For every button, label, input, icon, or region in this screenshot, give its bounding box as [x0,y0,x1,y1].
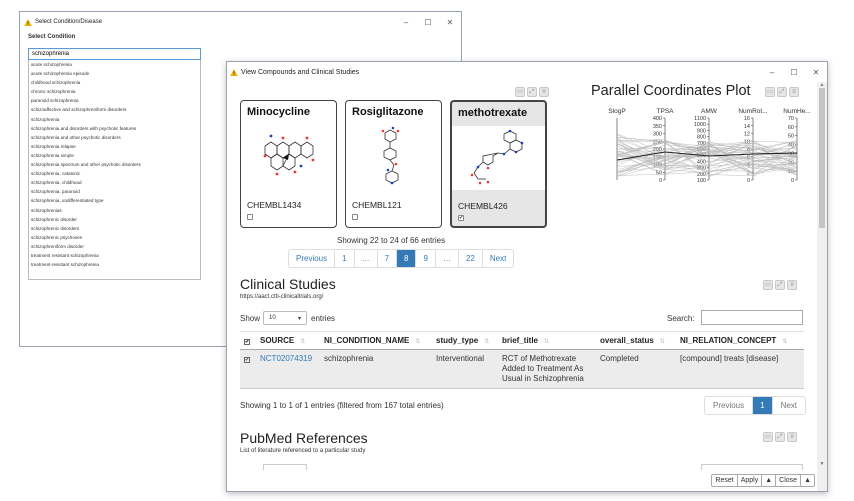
pager-ellipsis: … [435,250,458,267]
tick-label: 150 [652,154,662,161]
table-search-input[interactable] [701,310,803,325]
compounds-pagination [288,249,514,268]
tick-label: 60 [787,124,794,131]
condition-option[interactable]: schizoaffective and schizophreniform disorders [31,107,127,113]
axis-label: AMW [701,108,717,115]
tick-label: 10 [743,139,750,146]
table-cell: [compound] treats [disease] [676,350,804,389]
apply-button[interactable]: Apply [737,475,762,486]
column-header-label: overall_status [600,336,654,345]
pubmed-title: PubMed References [240,430,368,446]
warning-icon [230,69,238,76]
scroll-down-icon[interactable]: ▼ [819,461,825,467]
axis-label: TPSA [656,108,674,115]
tick-label: 800 [696,134,706,141]
tick-label: 700 [696,140,706,147]
condition-option[interactable]: treatment-resistant schizophrenia [31,262,99,268]
minimize-button[interactable]: – [769,67,775,77]
condition-option[interactable]: schizophrenia, catatonic [31,171,81,177]
compound-checkbox[interactable]: ✔ [459,215,464,221]
clinical-studies-title: Clinical Studies [240,276,336,292]
tick-label: 200 [696,171,706,178]
compound-checkbox[interactable] [247,214,253,220]
tick-label: 30 [787,151,794,158]
tick-label: 50 [787,133,794,140]
column-header[interactable] [676,332,804,350]
tick-label: 300 [696,165,706,172]
sort-icon[interactable]: ⇅ [415,339,421,345]
tick-label: 200 [652,147,662,153]
condition-option[interactable]: schizophrenia, undifferentiated type [31,198,104,204]
tick-label: 350 [652,123,662,130]
pager-next[interactable]: Next [482,250,513,267]
condition-option[interactable]: schizophrenia and other psychotic disorders [31,134,121,140]
tick-label: 0 [658,178,662,184]
pager-ellipsis: … [354,250,377,267]
row-checkbox[interactable]: ✔ [245,357,250,363]
tick-label: 70 [787,116,794,122]
table-cell: RCT of Methotrexate Added to Treatment As Usual in Schizophrenia [498,350,596,389]
tick-label: 14 [743,123,750,130]
compound-name: methotrexate [458,107,528,119]
sort-icon[interactable]: ⇅ [484,339,490,345]
row-checkbox-cell[interactable] [240,350,256,389]
window1-title: Select Condition/Disease [35,19,103,25]
pager-page[interactable]: 7 [377,250,396,267]
tick-label: 500 [696,153,706,160]
column-header-label: study_type [436,336,479,345]
column-header[interactable] [596,332,676,350]
tick-label: 12 [743,131,750,138]
tick-label: 8 [746,147,750,153]
minimize-panel-icon[interactable]: ▭ [763,280,773,290]
tick-label: 400 [696,159,706,166]
condition-option[interactable]: acute schizophrenia [31,62,72,67]
compounds-panel-controls [515,87,549,97]
tick-label: 1100 [694,116,706,122]
entries-label: entries [311,314,336,323]
window2-titlebar [227,62,827,82]
window-scrollbar[interactable] [817,82,827,492]
compound-card[interactable] [240,100,337,228]
compound-chembl-id: CHEMBL1434 [247,200,302,210]
tick-label: 400 [652,116,662,122]
pubmed-entries-select[interactable] [263,464,307,470]
condition-option[interactable]: schizophrenic psychoses [31,234,83,240]
minimize-panel-icon[interactable]: ▭ [763,432,773,442]
column-header-label: SOURCE [260,336,295,345]
compound-checkbox[interactable] [352,214,358,220]
tick-label: 100 [652,162,662,169]
tick-label: 2 [746,170,750,177]
condition-option[interactable]: schizophrenia spectrum and other psychotic disorders [31,162,141,168]
clinical-studies-table [240,331,804,389]
sort-icon[interactable]: ⇅ [782,339,788,345]
condition-option[interactable]: schizophrenia and disorders with psychotic features [31,125,137,131]
sort-icon[interactable]: ⇅ [659,339,665,345]
tick-label: 6 [746,154,750,161]
tick-label: 900 [696,128,706,135]
expand-panel-icon[interactable]: ⤢ [775,432,785,442]
show-label: Show [240,314,261,323]
molecule-structure-icon [255,126,321,188]
condition-dropdown-list[interactable] [28,60,201,280]
condition-option[interactable]: schizophrenias [31,207,62,213]
table-cell: schizophrenia [320,350,432,389]
compound-name: Minocycline [247,106,310,118]
axis-label: SlogP [608,108,626,115]
menu-panel-icon[interactable]: ≡ [787,280,797,290]
table-entries-info: Showing 1 to 1 of 1 entries (filtered from 167 total entries) [240,401,444,410]
entries-select[interactable] [263,311,307,325]
parallel-coordinates-plot[interactable] [593,106,815,190]
expand-panel-icon[interactable]: ⤢ [775,280,785,290]
condition-option[interactable]: childhood schizophrenia [31,80,81,86]
menu-panel-icon[interactable]: ≡ [789,87,799,97]
close-dropdown-icon[interactable]: ▲ [800,475,814,486]
expand-panel-icon[interactable]: ⤢ [527,87,537,97]
condition-option[interactable]: schizophreniform disorder [31,243,84,249]
apply-dropdown-icon[interactable]: ▲ [761,475,775,486]
table-cell: Interventional [432,350,498,389]
minimize-button[interactable]: – [403,17,409,27]
compound-card[interactable] [345,100,442,228]
tick-label: 50 [655,170,662,177]
sort-icon[interactable]: ⇅ [300,339,306,345]
menu-panel-icon[interactable]: ≡ [539,87,549,97]
clinical-panel-controls [763,280,797,290]
table-row[interactable] [240,350,804,389]
maximize-button[interactable]: ☐ [424,17,432,27]
close-button[interactable]: Close [775,475,800,486]
chevron-down-icon: ▾ [297,316,301,322]
sort-icon[interactable]: ⇅ [544,339,550,345]
table-cell[interactable] [256,350,320,389]
select-all-header[interactable] [240,332,256,350]
column-header-label: brief_title [502,336,539,345]
molecule-structure-icon [360,126,426,188]
pager-previous[interactable]: Previous [713,401,745,410]
column-header-label: NI_CONDITION_NAME [324,336,410,345]
pubmed-search-input[interactable] [701,464,803,470]
pager-page-active[interactable]: 1 [752,397,771,414]
tick-label: 0 [790,178,794,184]
scroll-up-icon[interactable]: ▲ [819,82,825,88]
tick-label: 250 [652,139,662,146]
condition-option[interactable]: schizophrenia, paranoid [31,189,80,195]
window2-title: View Compounds and Clinical Studies [241,68,360,76]
reset-button[interactable]: Reset [715,477,734,484]
menu-panel-icon[interactable]: ≡ [787,432,797,442]
select-all-checkbox[interactable]: ✔ [245,339,250,345]
pubmed-panel-controls [763,432,797,442]
axis-label: NumRot... [738,108,768,115]
maximize-button[interactable]: ☐ [790,67,798,77]
minimize-panel-icon[interactable]: ▭ [515,87,525,97]
parallel-panel-controls [765,87,799,97]
pager-page-active[interactable]: 8 [396,250,415,267]
condition-option[interactable]: acute schizophrenia episode [31,71,90,77]
column-header[interactable] [256,332,320,350]
parallel-coordinates-title: Parallel Coordinates Plot [591,83,751,99]
tick-label: 0 [746,178,750,184]
tick-label: 1000 [693,122,706,129]
table-cell: Completed [596,350,676,389]
compound-chembl-id: CHEMBL426 [458,201,508,211]
condition-option[interactable]: schizophrenia [31,116,60,122]
bottom-toolbar [711,474,815,487]
condition-option[interactable]: treatment resistant schizophrenia [31,252,99,258]
select-condition-label: Select Condition [28,34,76,40]
tick-label: 300 [652,131,662,138]
condition-option[interactable]: schizophrenia relapse [31,143,76,149]
expand-panel-icon[interactable]: ⤢ [777,87,787,97]
condition-option[interactable]: schizophrenic disorder [31,216,77,222]
close-button[interactable]: ✕ [812,67,820,77]
column-header[interactable] [432,332,498,350]
tick-label: 16 [743,116,750,122]
entries-select-value: 10 [269,315,276,321]
pager-next[interactable]: Next [772,397,805,414]
compounds-entries-info: Showing 22 to 24 of 66 entries [337,236,446,245]
close-button[interactable]: ✕ [446,17,454,27]
compound-card-selected[interactable] [450,100,547,228]
compound-name: Rosiglitazone [352,106,424,118]
condition-search-input[interactable] [28,48,201,60]
minimize-panel-icon[interactable]: ▭ [765,87,775,97]
table-pagination [704,396,806,415]
tick-label: 100 [696,178,706,184]
condition-option[interactable]: schizophrenia simple [31,152,74,158]
scroll-thumb[interactable] [819,88,825,228]
pubmed-subtitle: List of literature referenced to a particular study [240,448,366,454]
pager-page[interactable]: 9 [415,250,434,267]
tick-label: 4 [746,162,750,169]
axis-label: NumHe... [783,108,811,115]
tick-label: 600 [696,147,706,153]
pager-previous[interactable]: Previous [296,254,328,263]
tick-label: 10 [787,169,794,176]
column-header[interactable] [498,332,596,350]
column-header[interactable] [320,332,432,350]
window1-titlebar [20,12,461,32]
condition-option[interactable]: schizophrenia, childhood [31,180,82,186]
pager-page[interactable]: 1 [334,250,353,267]
condition-option[interactable]: chronic schizophrenia [31,89,76,95]
molecule-structure-icon [466,127,532,189]
compounds-studies-window [226,61,828,492]
condition-option[interactable]: schizophrenic disorders [31,225,80,231]
tick-label: 40 [787,142,794,149]
search-label: Search: [667,314,695,323]
column-header-label: NI_RELATION_CONCEPT [680,336,777,345]
condition-option[interactable]: paranoid schizophrenia [31,98,79,104]
compound-chembl-id: CHEMBL121 [352,200,402,210]
pager-page[interactable]: 22 [458,250,482,267]
clinical-studies-url: https://aact.ctti-clinicaltrials.org/ [240,294,324,300]
source-link[interactable]: NCT02074319 [260,354,313,363]
warning-icon [24,19,32,26]
tick-label: 20 [787,160,794,167]
